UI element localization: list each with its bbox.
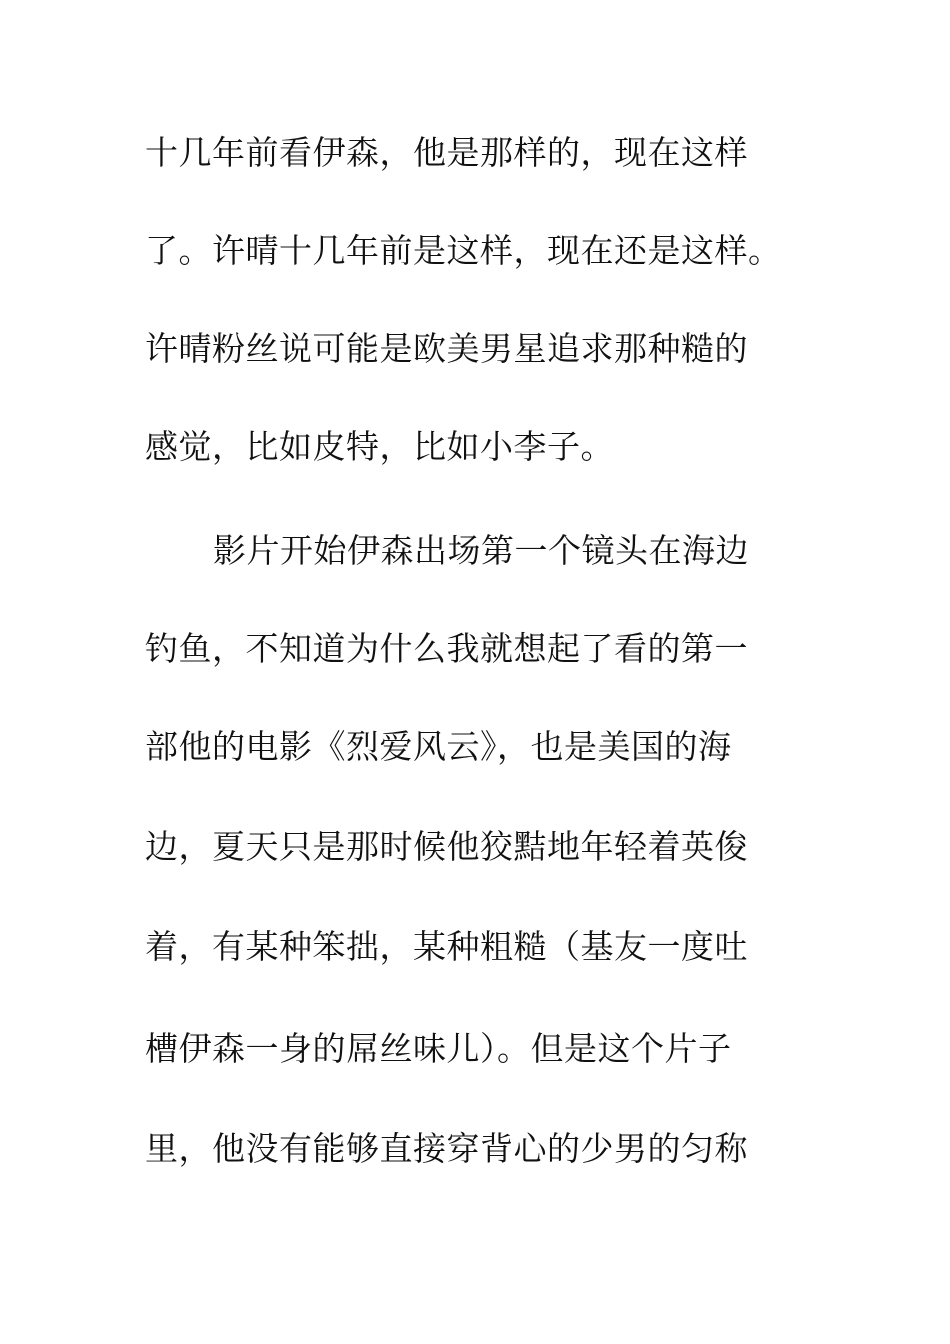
- text-line-2: 了。许晴十几年前是这样，现在还是这样。: [145, 231, 782, 270]
- text-line-10: 槽伊森一身的屌丝味儿）。但是这个片子: [145, 1029, 732, 1068]
- text-line-3: 许晴粉丝说可能是欧美男星追求那种糙的: [145, 329, 748, 368]
- text-line-7: 部他的电影《烈爱风云》，也是美国的海: [145, 727, 732, 766]
- text-line-1: 十几年前看伊森，他是那样的，现在这样: [145, 133, 748, 172]
- text-line-6: 钓鱼，不知道为什么我就想起了看的第一: [145, 629, 748, 668]
- text-line-9: 着，有某种笨拙，某种粗糙（基友一度吐: [145, 927, 748, 966]
- text-line-4: 感觉，比如皮特，比如小李子。: [145, 427, 614, 466]
- text-line-5-paragraph-start: 影片开始伊森出场第一个镜头在海边: [213, 531, 749, 570]
- text-line-11: 里，他没有能够直接穿背心的少男的匀称: [145, 1129, 748, 1168]
- text-line-8: 边，夏天只是那时候他狡黠地年轻着英俊: [145, 827, 748, 866]
